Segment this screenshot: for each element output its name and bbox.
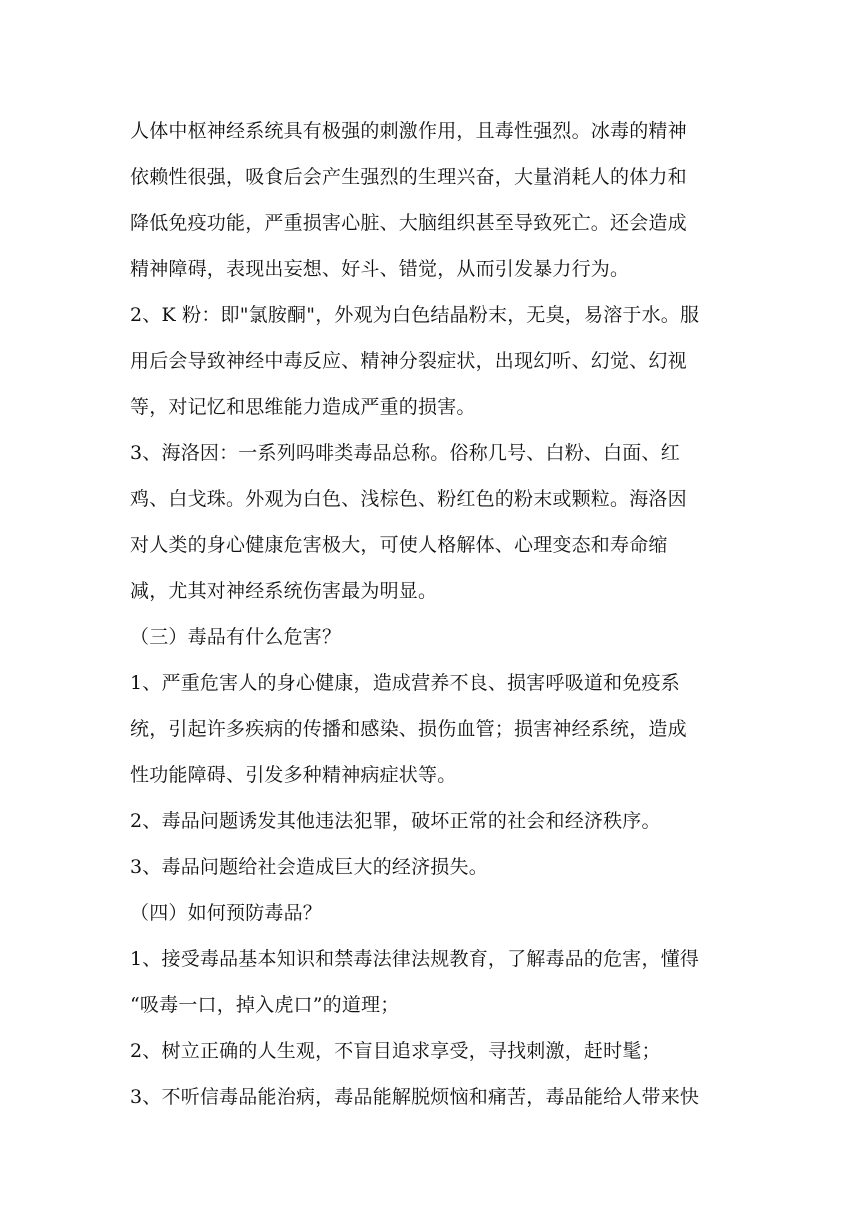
text-line: 等，对记忆和思维能力造成严重的损害。 <box>130 396 476 418</box>
section-heading: （三）毒品有什么危害？ <box>130 626 342 648</box>
text-line: 减，尤其对神经系统伤害最为明显。 <box>130 580 438 602</box>
text-line: 性功能障碍、引发多种精神病症状等。 <box>130 764 457 786</box>
text-line: 精神障碍，表现出妄想、好斗、错觉，从而引发暴力行为。 <box>130 258 630 280</box>
text-line: 2、树立正确的人生观，不盲目追求享受，寻找刺激，赶时髦； <box>130 1040 661 1062</box>
text-line: 降低免疫功能，严重损害心脏、大脑组织甚至导致死亡。还会造成 <box>130 212 687 234</box>
text-line: 对人类的身心健康危害极大，可使人格解体、心理变态和寿命缩 <box>130 534 668 556</box>
text-line: 2、K 粉：即"氯胺酮"，外观为白色结晶粉末，无臭，易溶于水。服 <box>130 304 700 326</box>
text-line: 1、接受毒品基本知识和禁毒法律法规教育，了解毒品的危害，懂得 <box>130 948 700 970</box>
text-line: 依赖性很强，吸食后会产生强烈的生理兴奋，大量消耗人的体力和 <box>130 166 687 188</box>
section-heading: （四）如何预防毒品？ <box>130 902 323 924</box>
text-line: 2、毒品问题诱发其他违法犯罪，破坏正常的社会和经济秩序。 <box>130 810 661 832</box>
text-line: 统，引起许多疾病的传播和感染、损伤血管；损害神经系统，造成 <box>130 718 687 740</box>
document-body <box>130 108 735 1120</box>
text-line: 3、不听信毒品能治病，毒品能解脱烦恼和痛苦，毒品能给人带来快 <box>130 1086 700 1108</box>
text-line: 用后会导致神经中毒反应、精神分裂症状，出现幻听、幻觉、幻视 <box>130 350 687 372</box>
text-line: 1、严重危害人的身心健康，造成营养不良、损害呼吸道和免疫系 <box>130 672 680 694</box>
text-line: 人体中枢神经系统具有极强的刺激作用，且毒性强烈。冰毒的精神 <box>130 120 687 142</box>
text-line: “吸毒一口，掉入虎口”的道理； <box>130 994 400 1016</box>
text-line: 3、海洛因：一系列吗啡类毒品总称。俗称几号、白粉、白面、红 <box>130 442 680 464</box>
text-line: 鸡、白戈珠。外观为白色、浅棕色、粉红色的粉末或颗粒。海洛因 <box>130 488 687 510</box>
text-line: 3、毒品问题给社会造成巨大的经济损失。 <box>130 856 488 878</box>
